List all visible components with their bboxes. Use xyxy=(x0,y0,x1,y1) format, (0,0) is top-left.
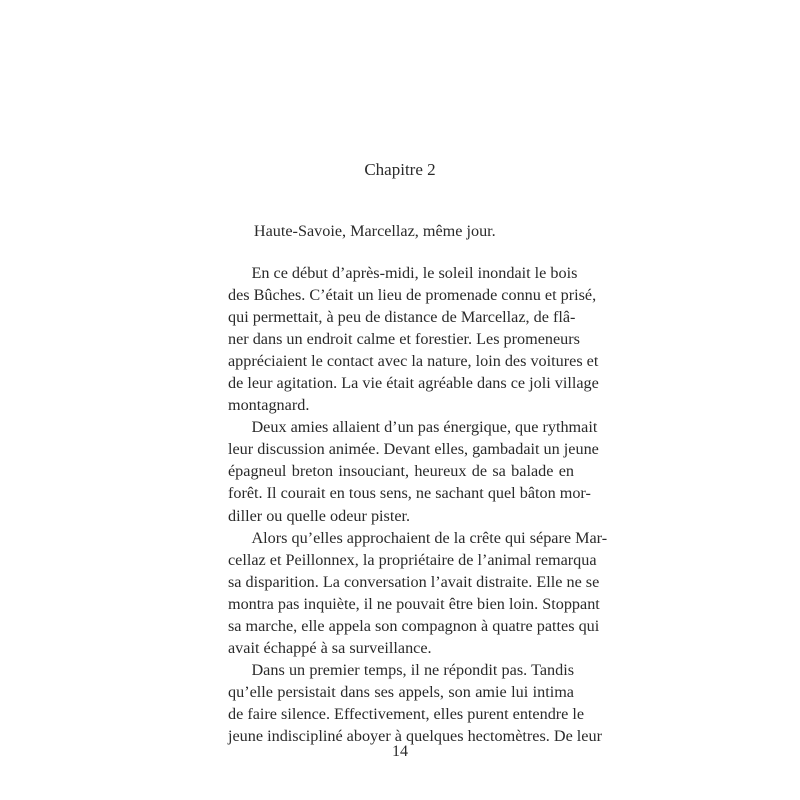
chapter-title: Chapitre 2 xyxy=(364,160,436,179)
text-line: leur discussion animée. Devant elles, gambadait un jeune xyxy=(228,440,599,459)
text-line: des Bûches. C’était un lieu de promenade connu et prisé, xyxy=(228,286,597,305)
text-line: qu’elle persistait dans ses appels, son amie lui intima xyxy=(228,682,574,701)
text-line: ner dans un endroit calme et forestier. Les promeneurs xyxy=(228,330,580,349)
text-line: appréciaient le contact avec la nature, loin des voitures et xyxy=(228,352,599,371)
text-line: cellaz et Peillonnex, la propriétaire de l’animal remarqua xyxy=(228,550,597,569)
text-line: diller ou quelle odeur pister. xyxy=(228,506,411,525)
location-dateline: Haute-Savoie, Marcellaz, même jour. xyxy=(253,222,496,240)
page-number: 14 xyxy=(392,743,408,760)
text-line: avait échappé à sa surveillance. xyxy=(228,638,432,657)
paragraph xyxy=(228,416,599,526)
text-line: sa disparition. La conversation l’avait distraite. Elle ne se xyxy=(228,572,600,591)
text-line: forêt. Il courait en tous sens, ne sachant quel bâton mor- xyxy=(228,484,591,503)
paragraph xyxy=(228,527,608,659)
text-line: montra pas inquiète, il ne pouvait être bien loin. Stoppant xyxy=(228,594,600,613)
paragraph xyxy=(228,262,599,416)
text-line: qui permettait, à peu de distance de Marcellaz, de flâ- xyxy=(228,308,576,327)
text-line: Dans un premier temps, il ne répondit pas. Tandis xyxy=(251,660,574,679)
text-line: de leur agitation. La vie était agréable dans ce joli village xyxy=(228,374,599,393)
text-line: En ce début d’après-midi, le soleil inondait le bois xyxy=(251,264,578,282)
paragraph xyxy=(228,659,602,747)
text-line: Alors qu’elles approchaient de la crête qui sépare Mar- xyxy=(251,528,608,547)
text-line: de faire silence. Effectivement, elles purent entendre le xyxy=(228,704,585,723)
text-line: jeune indiscipliné aboyer à quelques hectomètres. De leur xyxy=(228,726,602,745)
text-line: épagneul breton insouciant, heureux de sa balade en xyxy=(228,462,574,481)
text-line: Deux amies allaient d’un pas énergique, que rythmait xyxy=(251,418,598,437)
text-line: montagnard. xyxy=(228,396,310,415)
text-line: sa marche, elle appela son compagnon à quatre pattes qui xyxy=(228,616,600,635)
body-text xyxy=(228,262,608,747)
